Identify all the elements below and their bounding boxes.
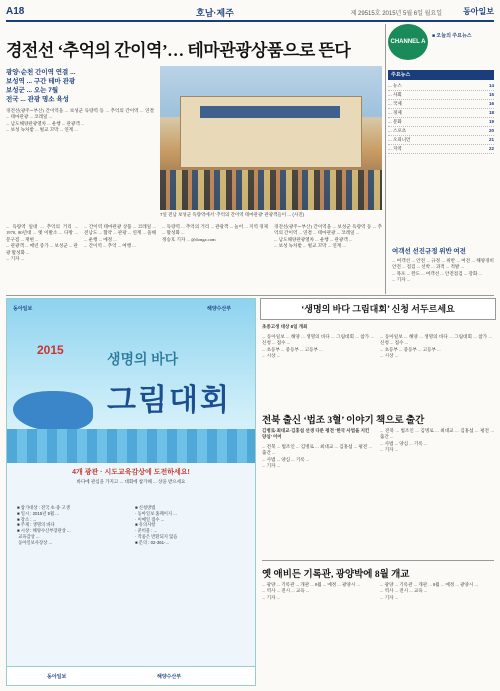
ad-title-1: 생명의 바다 — [107, 353, 179, 368]
drawing-contest-ad — [6, 298, 256, 686]
toc-title: ■ 오늘의 주요뉴스 — [432, 33, 472, 39]
masthead-brand: 동아일보 — [463, 7, 494, 16]
sidebar-story-body: ... 여객선 ... 안전 ... 규정 ... 위반 ... 여전 ... 해양경비안전 ... 점검 ... 선박 ... 과적 ... 적발 ... ... 목포 ... 완도 ... 여객선 ... 안전점검 ... 강화 ... ... 기자 ... — [392, 258, 494, 283]
toc-row[interactable]: ... 지역 22 — [388, 145, 494, 154]
page-header — [6, 6, 494, 22]
story2-headline: 전북 출신 ‘법조 3혈’ 이야기 책으로 출간 — [262, 416, 425, 426]
subhead-1: 광양·순천 간이역 연결 ... — [6, 69, 76, 76]
contest-box-body: ... 동아일보 ... 해양 ... 생명의 바다 ... 그림대회 ... 참가 ... 신청 ... 접수 ... ... 초등부 ... 중등부 ... 고등부 ... ... 시상 ... — [262, 334, 374, 359]
contest-box-body-2: ... 동아일보 ... 해양 ... 생명의 바다 ... 그림대회 ... 참가 ... 신청 ... 접수 ... ... 초등부 ... 중등부 ... 고등부 ... ... 시상 ... — [380, 334, 492, 359]
ad-title-2: 그림대회 — [107, 384, 231, 417]
toc-row[interactable]: ... 뉴스 14 — [388, 82, 494, 91]
main-body-col3: ... 간이역 테마관광 상품 ... 코레일 ... 전남도 ... 협약 ... 관광 ... 연계 ... 올해 ... 운행 ... 예정 ... ... 간이역 ... 추억 ... 여행 ... — [84, 224, 156, 249]
story3-body-2: ... 광양 ... 기록관 ... 개관 ... 8월 ... 예정 ... 광양시 ... ... 역사 ... 전시 ... 교육 ... ... 기자 ... — [380, 582, 478, 600]
ad-sponsor: 동아일보 — [13, 306, 33, 312]
ad-footer-left: 동아일보 — [47, 674, 67, 680]
toc-row[interactable]: ... 스포츠 20 — [388, 127, 494, 136]
toc-row[interactable]: ... 문화 19 — [388, 118, 494, 127]
toc-row[interactable]: ... 사회 15 — [388, 91, 494, 100]
sidebar — [388, 24, 494, 240]
toc-list — [388, 82, 494, 154]
ad-info-right: ■ 신청방법 · 동아일보 홈페이지 ... · 이메일 접수 ... ■ 유의사항 · 준비물 : ... · 작품은 반환되지 않음 ■ 문의 : 02-361-... — [135, 505, 178, 545]
channel-logo: CHANNEL A — [388, 24, 428, 60]
story3-body-1: ... 광양 ... 기록관 ... 개관 ... 8월 ... 예정 ... 광양시 ... ... 역사 ... 전시 ... 교육 ... ... 기자 ... — [262, 582, 360, 600]
sidebar-story-headline: 여객선 선진규정 위반 여전 — [392, 248, 466, 255]
story2-body-1: ... 전북 ... 법조인 ... 김병로 ... 최대교 ... 김홍섭 ... 평전 ... 출간 ... ... 사법 ... 양심 ... 기록 ... ... 기자 ... — [262, 444, 372, 469]
story-divider — [262, 560, 494, 561]
photo-sign — [200, 106, 340, 118]
photo-caption: 7일 전남 보성군 득량역에서 ‘추억의 간이역 테마관광’ 관광객들이 ... (사진) — [160, 212, 305, 217]
main-body-col2: ... 득량역 일대 ... 추억의 거리 ... 1970, 80년대 ... 옛 이발소 ... 다방 ... 문구점 ... 재현 ... ... 관광객 ... 매년 증가 ... 보성군 ... 관광 활성화 ... ... 기자 ... — [6, 224, 78, 262]
wave-illustration — [7, 429, 255, 463]
main-headline: 경전선 ‘추억의 간이역’… 테마관광상품으로 뜬다 — [6, 41, 351, 60]
section-title: 호남·제주 — [196, 8, 234, 18]
photo-crowd — [160, 170, 382, 210]
main-body-col5: 경전선(광주∼부산) 간이역을 ... 보성군 득량역 등 ... 추억의 간이역 ... 연결 ... 테마관광 ... 코레일 ... ... 남도해양관광열차 ... 운행 ... 관광객 ... ... 보성 녹차밭 ... 벌교 꼬막 ... 연계 ... — [274, 224, 382, 249]
contest-box-subtitle: 초중고생 대상 8일 개최 — [262, 324, 308, 329]
toc-bar: 주요뉴스 — [388, 70, 494, 80]
main-body-col4: ... 득량역 ... 추억의 거리 ... 관광객 ... 늘어 ... 지역 경제 ... 활성화 ... 정승호 기자 ... @donga.com — [162, 224, 268, 242]
ad-ministry-logo: 해양수산부 — [207, 306, 232, 312]
ad-footer — [7, 666, 255, 685]
whale-illustration — [13, 391, 93, 431]
toc-row[interactable]: ... 경제 18 — [388, 109, 494, 118]
subhead-2: 보성역 ... 구간 테마 관광 — [6, 78, 76, 85]
story3-headline: 옛 애비든 기록관, 광양박에 8월 개교 — [262, 570, 410, 580]
main-body-lead: 경전선(광주∼부산) 간이역을 ... 보성군 득량역 등 ... 추억의 간이역 ... 연결 ... 테마관광 ... 코레일 ... ... 남도해양관광열차 ... 운행 ... 관광객 ... ... 보성 녹차밭 ... 벌교 꼬막 ... 연계 ... — [6, 108, 154, 133]
toc-row[interactable]: ... 오피니언 21 — [388, 136, 494, 145]
ad-banner — [7, 299, 255, 463]
ad-slogan: 4개 광관 · 시도교육감상에 도전하세요! — [72, 469, 190, 476]
column-divider — [385, 24, 386, 294]
subhead-4: 전국 ... 관광 명소 육성 — [6, 96, 69, 103]
story2-subhead: 김병로·최대교·김홍섭 선생 다룬 평전 ‘한국 사법을 지킨 양심’ 이어 — [262, 428, 370, 439]
ad-footer-right: 해양수산부 — [157, 674, 182, 680]
story2-body-2: ... 전북 ... 법조인 ... 김병로 ... 최대교 ... 김홍섭 ... 평전 ... 출간 ... ... 사법 ... 양심 ... 기록 ... ... 기자 ... — [380, 428, 494, 453]
ad-year: 2015 — [37, 343, 64, 357]
horizontal-divider — [6, 295, 494, 296]
ad-lead: 바다에 관심을 가지고 ... 대회에 참가해 ... 상을 받으세요 — [76, 479, 186, 484]
toc-row[interactable]: ... 국제 16 — [388, 100, 494, 109]
subhead-3: 보성군 ... 오는 7월 — [6, 87, 59, 94]
main-photo — [160, 66, 382, 210]
issue-date: 제 29515호 2015년 5월 6일 월요일 — [350, 11, 442, 17]
contest-box-title: ‘생명의 바다 그림대회’ 신청 서두르세요 — [260, 298, 496, 320]
page-number: A18 — [6, 6, 25, 17]
ad-info-left: ■ 참가대상 : 전국 초·중·고생 ■ 일시 : 2015년 5월 ... ■ 장소 : ... ■ 주제 : 생명의 바다 ■ 시상 : 해양수산부장관상 ... 교육감상 ... 동아일보사장상 ... — [17, 505, 71, 545]
main-subheads — [6, 68, 156, 104]
